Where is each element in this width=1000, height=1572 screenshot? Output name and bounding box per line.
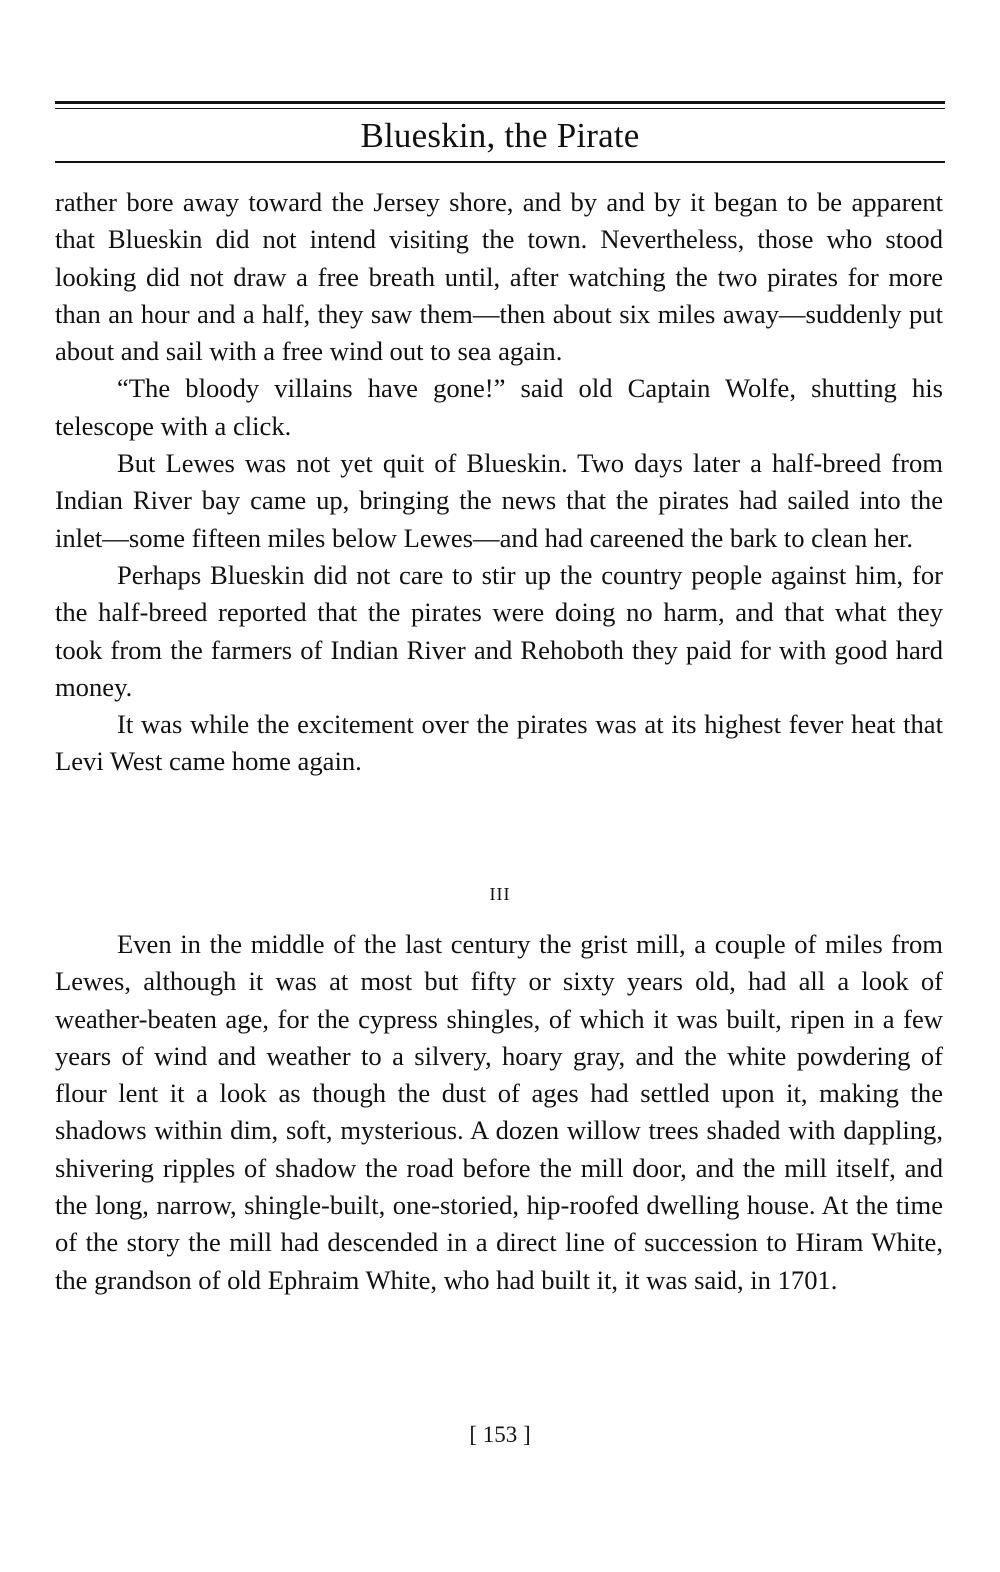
body-text-upper bbox=[55, 184, 943, 781]
section-number: III bbox=[489, 884, 511, 904]
header-rule-bottom bbox=[55, 161, 945, 163]
paragraph-continued: rather bore away toward the Jersey shore, and by and by it began to be apparent that Blueskin did not intend visiting the town. Nevertheless, those who stood looking did not draw a free breath until, after watching the two pirates for more than an hour and a half, they saw them—then about six miles away—suddenly put about and sail with a free wind out to sea again. bbox=[55, 187, 943, 367]
header-rule-thin bbox=[55, 108, 945, 109]
running-title: Blueskin, the Pirate bbox=[360, 116, 640, 155]
paragraph: It was while the excitement over the pirates was at its highest fever heat that Levi West came home again. bbox=[55, 709, 943, 777]
page-number: [ 153 ] bbox=[469, 1422, 531, 1447]
paragraph: Perhaps Blueskin did not care to stir up the country people against him, for the half-breed reported that the pirates were doing no harm, and that what they took from the farmers of Indian River and Rehoboth they paid for with good hard money. bbox=[55, 559, 943, 702]
paragraph: Even in the middle of the last century the grist mill, a couple of miles from Lewes, although it was at most but fifty or sixty years old, had all a look of weather-beaten age, for the cypress shingles, of which it was built, ripen in a few years of wind and weather to a silvery, hoary gray, and the white powdering of flour lent it a look as though the dust of ages had settled upon it, making the shadows within dim, soft, mysterious. A dozen willow trees shaded with dappling, shivering ripples of shadow the road before the mill door, and the mill itself, and the long, narrow, shingle-built, one-storied, hip-roofed dwelling house. At the time of the story the mill had descended in a direct line of succession to Hiram White, the grandson of old Ephraim White, who had built it, it was said, in 1701. bbox=[55, 929, 943, 1295]
paragraph: But Lewes was not yet quit of Blueskin. Two days later a half-breed from Indian River bay came up, bringing the news that the pirates had sailed into the inlet—some fifteen miles below Lewes—and had careened the bark to clean her. bbox=[55, 448, 943, 553]
body-text-lower bbox=[55, 926, 943, 1299]
header-rule-thick bbox=[55, 101, 945, 104]
paragraph: “The bloody villains have gone!” said old Captain Wolfe, shutting his telescope with a click. bbox=[55, 373, 943, 441]
